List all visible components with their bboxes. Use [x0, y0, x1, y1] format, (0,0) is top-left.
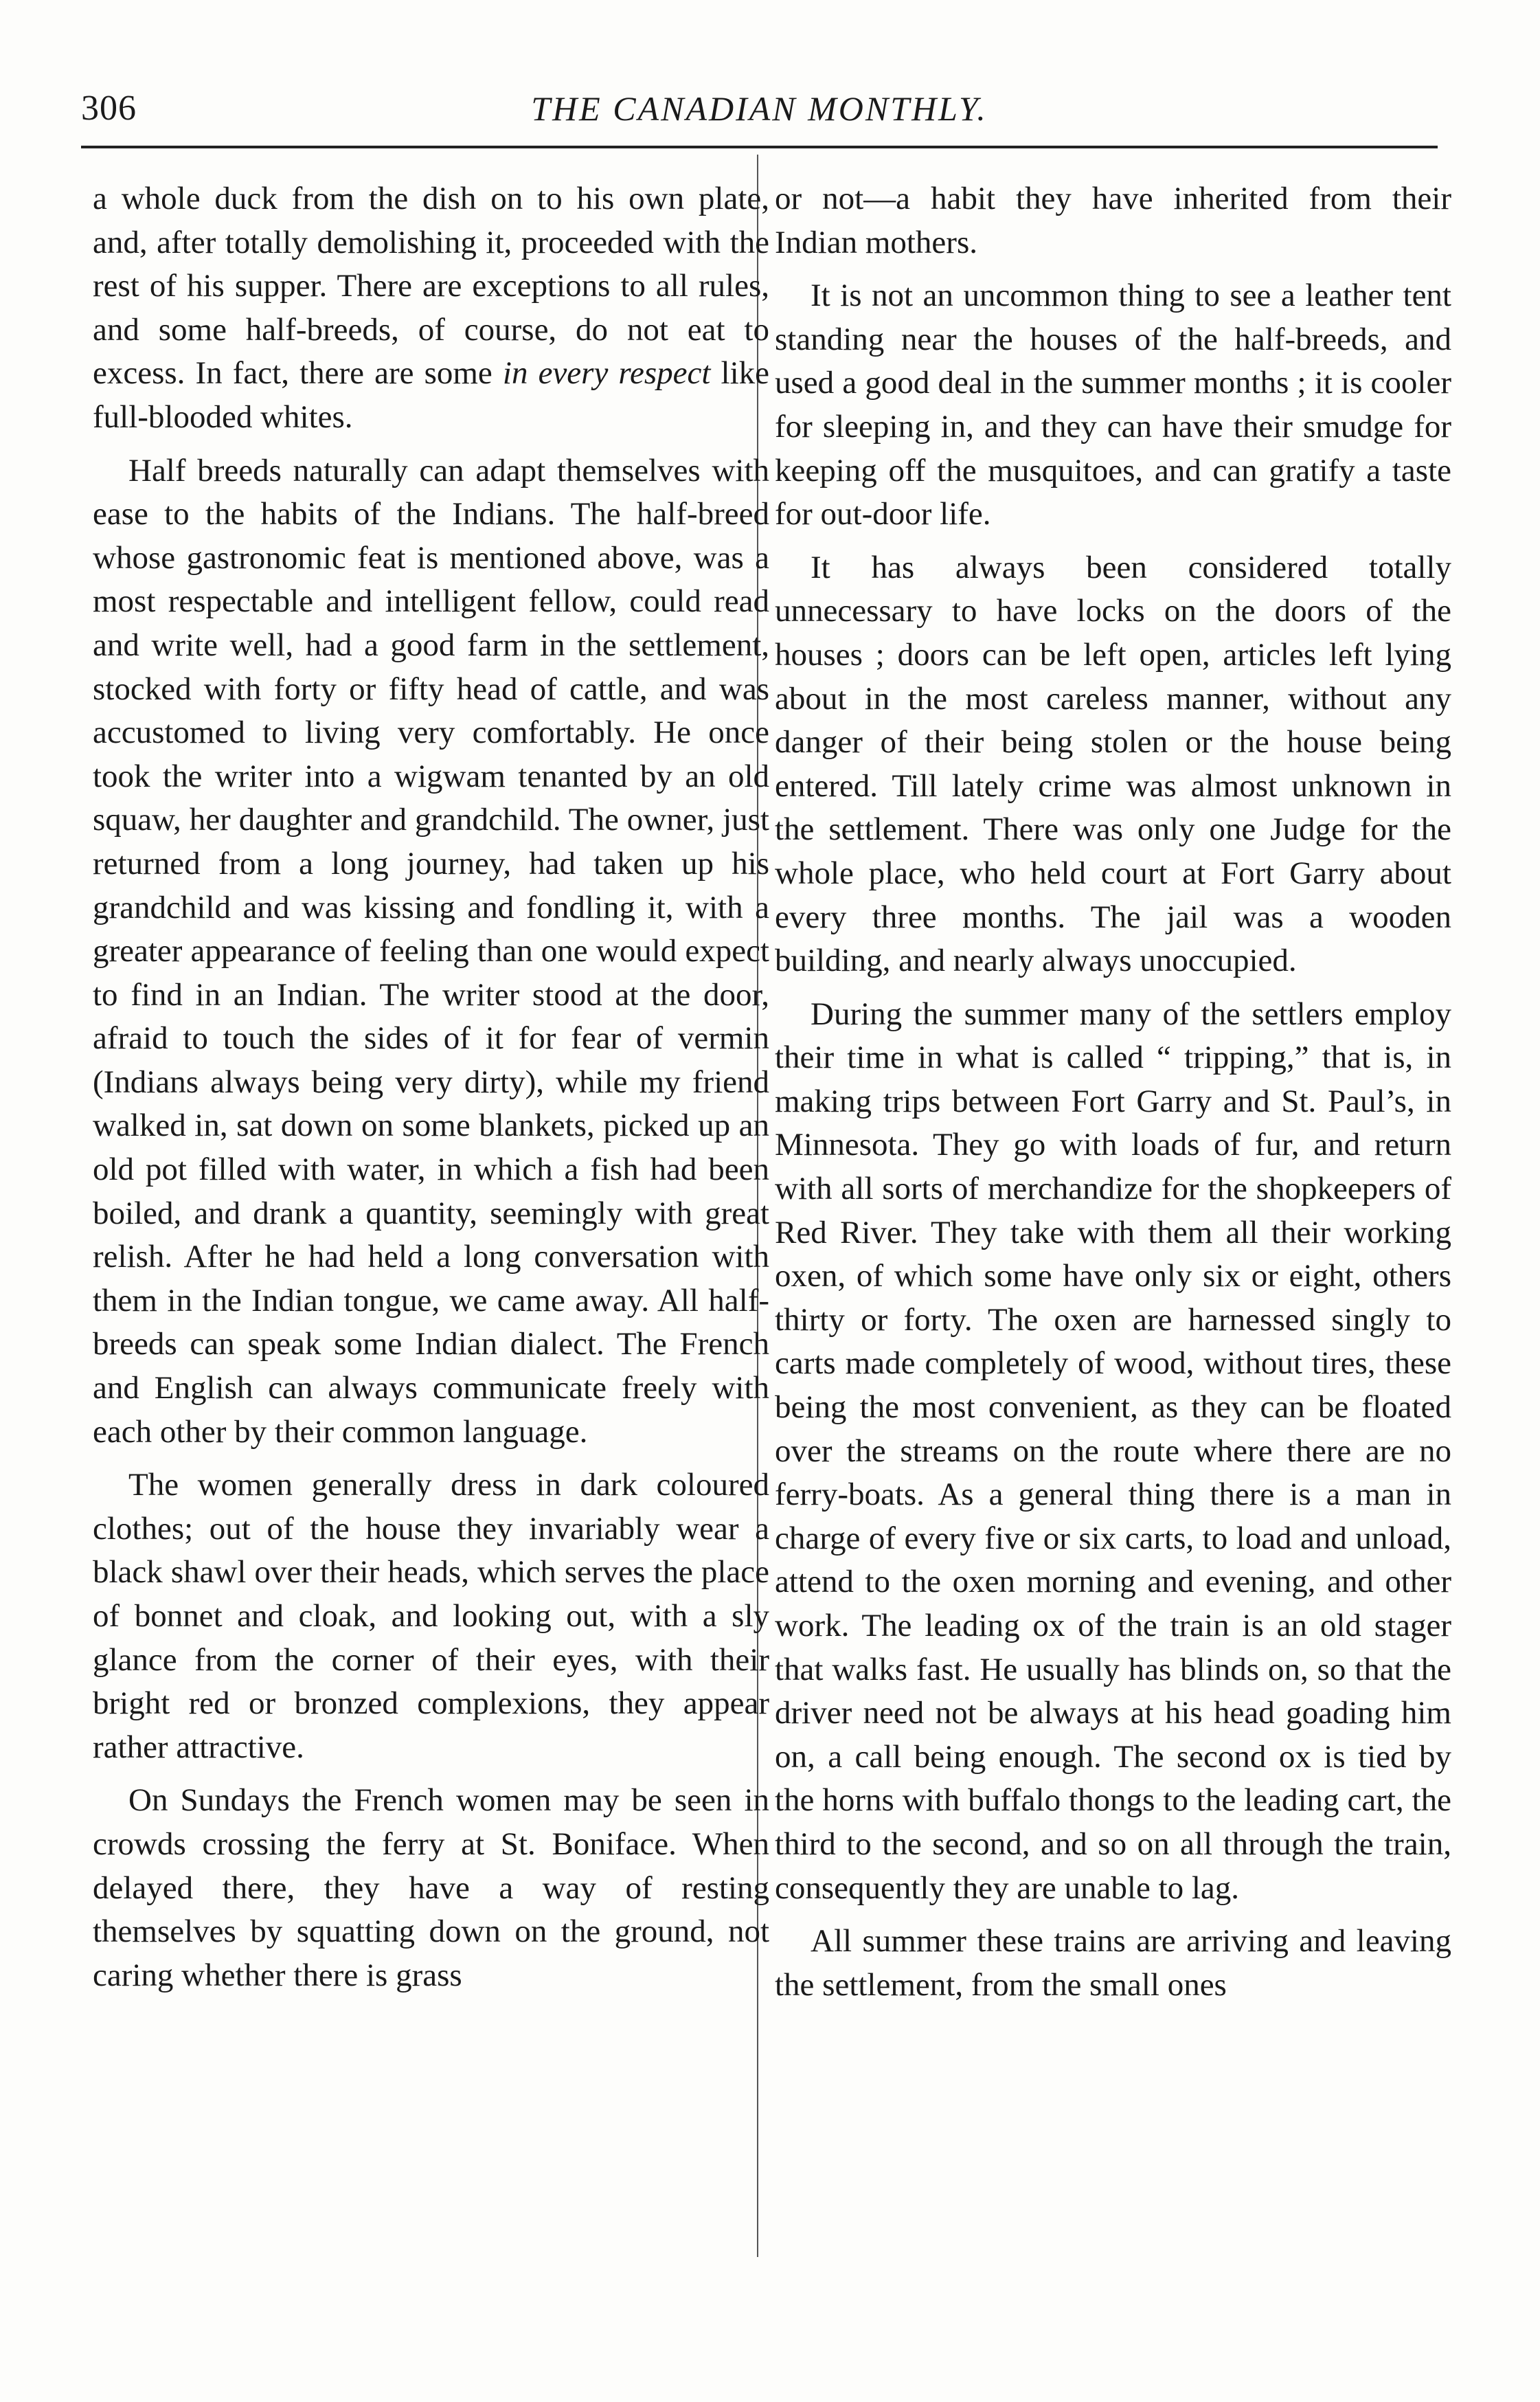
journal-title: THE CANADIAN MONTHLY. [531, 89, 988, 128]
paragraph [93, 177, 769, 440]
italic-text: in every respect [502, 355, 711, 392]
left-column [93, 177, 769, 2007]
header-rule [81, 146, 1438, 148]
text: like full-blooded whites. [93, 355, 770, 435]
paragraph: or not—a habit they have inherited from their Indian mothers. [775, 181, 1451, 260]
text: a whole duck from the dish on to his own plate, and, after totally demolishing it, proceeded with the rest of his supper. There are exceptions to all rules, and some half-breeds, of course, do not eat to excess. In fact, there are some [93, 181, 769, 392]
paragraph: Half breeds naturally can adapt themselves with ease to the habits of the Indians. The half-breed whose gastronomic feat is mentioned above, was a most respectable and intelligent fellow, could read and write well, had a good farm in the settlement, stocked with forty or fifty head of cattle, and was accustomed to living very comfortably. He once took the writer into a wigwam tenanted by an old squaw, her daughter and grandchild. The owner, just returned from a long journey, had taken up his grandchild and was kissing and fondling it, with a greater appearance of feeling than one would expect to find in an Indian. The writer stood at the door, afraid to touch the sides of it for fear of vermin (Indians always being very dirty), while my friend walked in, sat down on some blankets, picked up an old pot filled with water, in which a fish had been boiled, and drank a quantity, seemingly with great relish. After he had held a long conversation with them in the Indian tongue, we came away. All half-breeds can speak some Indian dialect. The French and English can always communicate freely with each other by their common language. [93, 452, 769, 1450]
right-column [775, 177, 1451, 2017]
paragraph: It has always been considered totally unnecessary to have locks on the doors of the houses ; doors can be left open, articles left lying about in the most careless manner, without any danger of their being stolen or the house being entered. Till lately crime was almost unknown in the settlement. There was only one Judge for the whole place, who held court at Fort Garry about every three months. The jail was a wooden building, and nearly always unoccupied. [775, 549, 1451, 979]
page-number: 306 [81, 89, 137, 128]
paragraph: All summer these trains are arriving and leaving the settlement, from the small ones [775, 1923, 1451, 2003]
paragraph: On Sundays the French women may be seen in crowds crossing the ferry at St. Boniface. When delayed there, they have a way of resting themselves by squatting down on the ground, not caring whether there is grass [93, 1782, 769, 1993]
paragraph: It is not an uncommon thing to see a leather tent standing near the houses of the half-breeds, and used a good deal in the summer months ; it is cooler for sleeping in, and they can have their smudge for keeping off the musquitoes, and can gratify a taste for out-door life. [775, 278, 1451, 532]
paragraph: During the summer many of the settlers employ their time in what is called “ tripping,” that is, in making trips between Fort Garry and St. Paul’s, in Minnesota. They go with loads of fur, and return with all sorts of merchandize for the shopkeepers of Red River. They take with them all their working oxen, of which some have only six or eight, others thirty or forty. The oxen are harnessed singly to carts made completely of wood, without tires, these being the most convenient, as they can be floated over the streams on the route where there are no ferry-boats. As a general thing there is a man in charge of every five or six carts, to load and unload, attend to the oxen morning and evening, and other work. The leading ox of the train is an old stager that walks fast. He usually has blinds on, so that the driver need not be always at his head goading him on, a call being enough. The second ox is tied by the horns with buffalo thongs to the leading cart, the third to the second, and so on all through the train, consequently they are unable to lag. [775, 996, 1451, 1906]
running-head [81, 81, 1438, 136]
paragraph: The women generally dress in dark coloured clothes; out of the house they invariably wear a black shawl over their heads, which serves the place of bonnet and cloak, and looking out, with a sly glance from the corner of their eyes, with their bright red or bronzed complexions, they appear rather attractive. [93, 1467, 769, 1765]
